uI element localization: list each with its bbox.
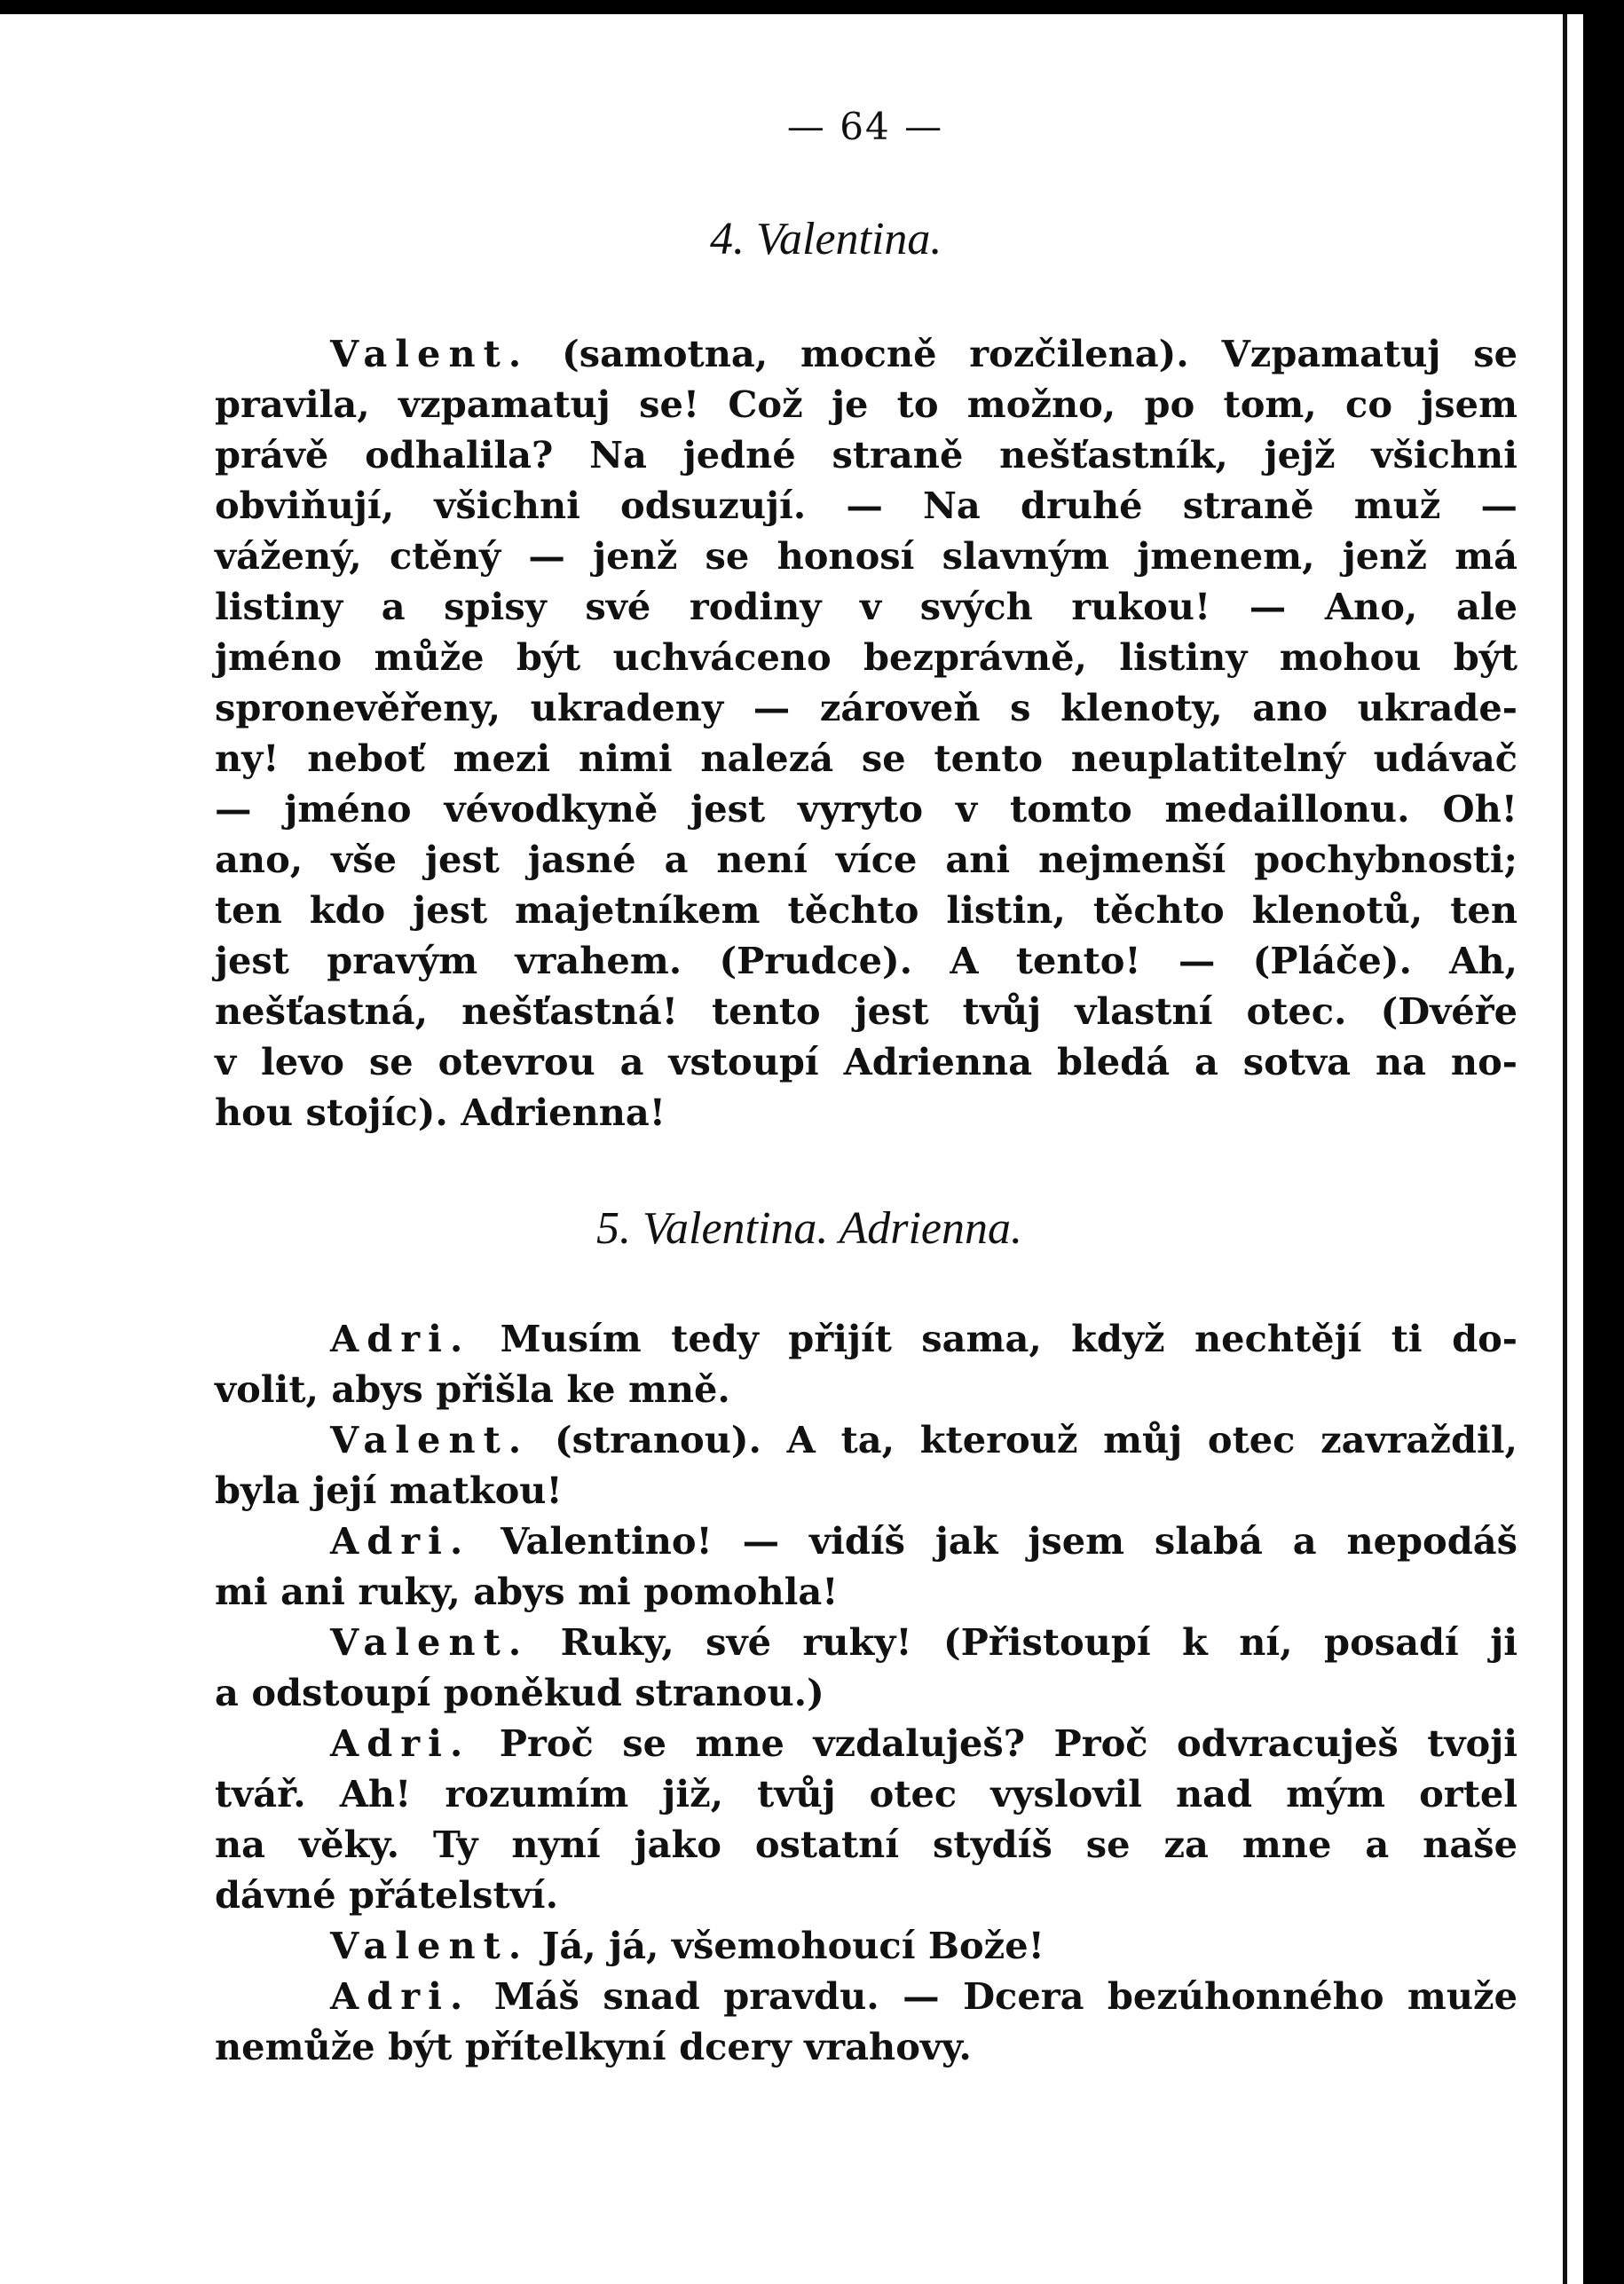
speaker-name: Valent.	[330, 1418, 530, 1461]
speaker-name: Valent.	[330, 332, 530, 375]
page-number: — 64 —	[786, 105, 944, 148]
text-line: dávné přátelství.	[215, 1873, 559, 1917]
scene-5-text	[215, 1313, 1518, 2072]
text-line: pravila, vzpamatuj se! Což je to možno, po tom, co jsem	[215, 382, 1518, 426]
text-line: právě odhalila? Na jedné straně nešťastník, jejž všichni	[215, 433, 1518, 476]
text-line: mi ani ruky, abys mi pomohla!	[215, 1570, 839, 1613]
text-line: obviňují, všichni odsuzují. — Na druhé straně muž —	[215, 484, 1518, 527]
text-line: listiny a spisy své rodiny v svých rukou! — Ano, ale	[215, 585, 1518, 628]
speaker-name: Valent.	[330, 1620, 530, 1664]
text-line: Valent. Ruky, své ruky! (Přistoupí k ní, posadí ji	[330, 1620, 1518, 1664]
text-line: v levo se otevrou a vstoupí Adrienna bledá a sotva na no-	[215, 1040, 1518, 1083]
text-line: Valent. (samotna, mocně rozčilena). Vzpamatuj se	[330, 332, 1518, 375]
text-line: Valent. Já, já, všemohoucí Bože!	[330, 1924, 1045, 1967]
text-line: na věky. Ty nyní jako ostatní stydíš se za mne a naše	[215, 1823, 1518, 1866]
speaker-name: Valent.	[330, 1924, 530, 1967]
text-line: ten kdo jest majetníkem těchto listin, těchto klenotů, ten	[215, 888, 1518, 932]
speaker-name: Adri.	[330, 1721, 471, 1765]
text-line: — jméno vévodkyně jest vyryto v tomto medaillonu. Oh!	[215, 787, 1518, 831]
scan-border-right	[1583, 0, 1624, 2284]
text-line: Valent. (stranou). A ta, kterouž můj otec zavraždil,	[330, 1418, 1518, 1461]
text-line: nemůže být přítelkyní dcery vrahovy.	[215, 2025, 972, 2068]
text-line: byla její matkou!	[215, 1469, 563, 1512]
text-line: jméno může být uchváceno bezprávně, listiny mohou být	[215, 635, 1518, 679]
text-line: Adri. Valentino! — vidíš jak jsem slabá a nepodáš	[330, 1519, 1518, 1563]
speaker-name: Adri.	[330, 1974, 471, 2018]
text-line: Adri. Musím tedy přijít sama, když nechtějí ti do-	[330, 1317, 1518, 1360]
scene-5-title: 5. Valentina. Adrienna.	[596, 1203, 1023, 1254]
text-line: ano, vše jest jasné a není více ani nejmenší pochybnosti;	[215, 838, 1518, 881]
text-line: Adri. Máš snad pravdu. — Dcera bezúhonného muže	[330, 1974, 1518, 2018]
scene-4-title: 4. Valentina.	[710, 214, 942, 264]
text-line: vážený, ctěný — jenž se honosí slavným jmenem, jenž má	[215, 534, 1518, 578]
text-line: Adri. Proč se mne vzdaluješ? Proč odvracuješ tvoji	[330, 1721, 1518, 1765]
speaker-name: Adri.	[330, 1317, 471, 1360]
speaker-name: Adri.	[330, 1519, 471, 1563]
text-line: volit, abys přišla ke mně.	[215, 1367, 730, 1411]
text-line: tvář. Ah! rozumím již, tvůj otec vyslovil nad mým ortel	[215, 1772, 1518, 1815]
scan-border-top	[0, 0, 1624, 14]
text-line: nešťastná, nešťastná! tento jest tvůj vlastní otec. (Dvéře	[215, 989, 1518, 1033]
scene-4-text	[215, 328, 1518, 1138]
text-line: a odstoupí poněkud stranou.)	[215, 1671, 824, 1714]
scan-border-inner-line	[1563, 14, 1567, 2284]
text-line: spronevěřeny, ukradeny — zároveň s klenoty, ano ukrade-	[215, 686, 1518, 729]
text-line: jest pravým vrahem. (Prudce). A tento! — (Pláče). Ah,	[215, 939, 1518, 982]
text-line: hou stojíc). Adrienna!	[215, 1091, 666, 1134]
text-line: ny! neboť mezi nimi nalezá se tento neuplatitelný udávač	[215, 736, 1518, 780]
